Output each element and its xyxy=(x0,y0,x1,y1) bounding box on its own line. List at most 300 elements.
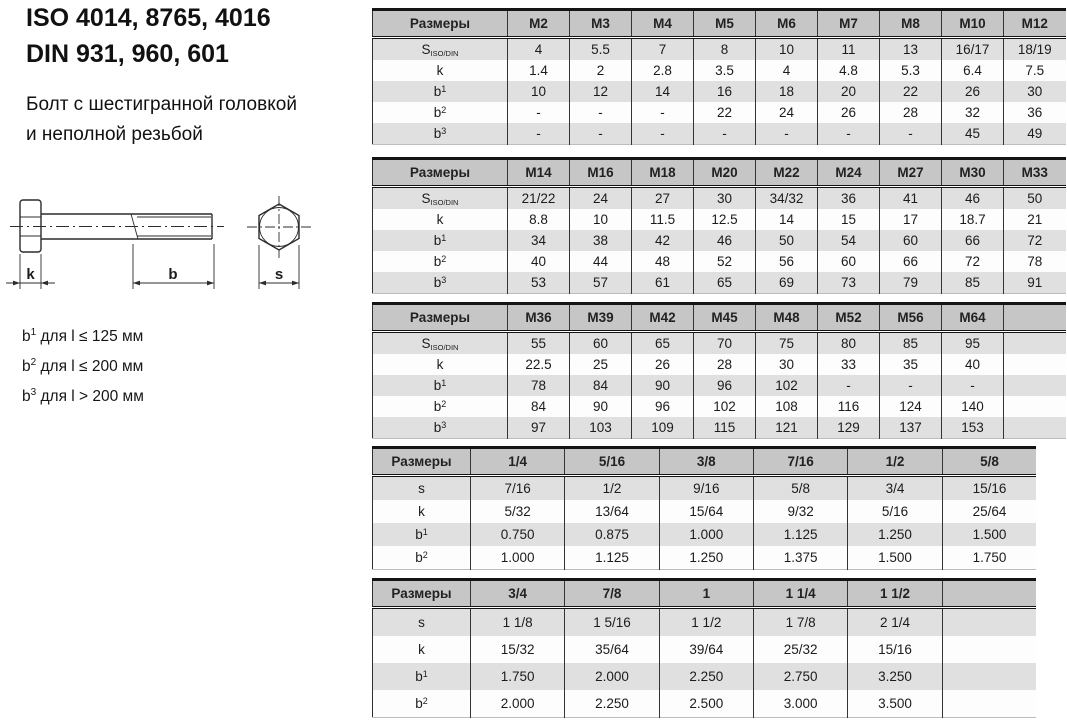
header-cell-sizes-label: Размеры xyxy=(373,448,471,476)
table-row xyxy=(373,230,1066,251)
value-cell: 1.500 xyxy=(848,546,942,570)
value-cell: - xyxy=(570,123,632,145)
value-cell: 11.5 xyxy=(632,209,694,230)
value-cell: 78 xyxy=(1004,251,1066,272)
value-cell: 18 xyxy=(756,81,818,102)
value-cell: 30 xyxy=(756,354,818,375)
header-cell-sizes-label: Размеры xyxy=(373,159,508,187)
value-cell: 4.8 xyxy=(818,60,880,81)
value-cell: 1.4 xyxy=(508,60,570,81)
value-cell: 28 xyxy=(694,354,756,375)
value-cell: 102 xyxy=(756,375,818,396)
table-row xyxy=(373,102,1066,123)
value-cell: 5.3 xyxy=(880,60,942,81)
thread-length-notes xyxy=(22,320,144,410)
value-cell: 13/64 xyxy=(565,500,659,523)
value-cell: 36 xyxy=(1004,102,1066,123)
value-cell: 2 xyxy=(570,60,632,81)
header-cell-size: M12 xyxy=(1004,10,1066,38)
value-cell: 8 xyxy=(694,38,756,61)
header-cell-size: M20 xyxy=(694,159,756,187)
value-cell: 40 xyxy=(508,251,570,272)
table-header-row xyxy=(373,159,1066,187)
value-cell: 129 xyxy=(818,417,880,439)
value-cell: 0.875 xyxy=(565,523,659,546)
value-cell: 108 xyxy=(756,396,818,417)
value-cell: 24 xyxy=(756,102,818,123)
table-row xyxy=(373,38,1066,61)
note-b3: $b^3$ для l > 200 мм xyxy=(22,387,144,406)
value-cell: 90 xyxy=(570,396,632,417)
header-cell-size: M42 xyxy=(632,304,694,332)
value-cell: 65 xyxy=(694,272,756,294)
value-cell: 66 xyxy=(880,251,942,272)
value-cell: 2.750 xyxy=(753,663,847,690)
value-cell: 55 xyxy=(508,332,570,355)
value-cell xyxy=(942,636,1036,663)
dim-label-s: s xyxy=(274,266,284,283)
row-label-cell: $b^1$ xyxy=(373,81,508,102)
value-cell: 33 xyxy=(818,354,880,375)
table-row xyxy=(373,123,1066,145)
value-cell: 46 xyxy=(694,230,756,251)
value-cell: 4 xyxy=(756,60,818,81)
table-row xyxy=(373,251,1066,272)
value-cell: 1.500 xyxy=(942,523,1036,546)
value-cell: 1.125 xyxy=(565,546,659,570)
header-cell-size: 7/16 xyxy=(753,448,847,476)
note-b2: $b^2$ для l ≤ 200 мм xyxy=(22,357,144,376)
table-row xyxy=(373,209,1066,230)
value-cell: 1 5/16 xyxy=(565,608,659,637)
value-cell: 1.750 xyxy=(942,546,1036,570)
value-cell: 10 xyxy=(570,209,632,230)
value-cell: 5/32 xyxy=(471,500,565,523)
dim-label-k: k xyxy=(26,266,35,283)
header-cell-size: M3 xyxy=(570,10,632,38)
dimension-k xyxy=(6,254,55,289)
header-cell-size: 1 xyxy=(659,580,753,608)
value-cell: 2.250 xyxy=(659,663,753,690)
row-label-cell: s xyxy=(373,608,471,637)
header-cell-size: M39 xyxy=(570,304,632,332)
value-cell: 3/4 xyxy=(848,476,942,501)
value-cell: 18/19 xyxy=(1004,38,1066,61)
row-label-cell: s xyxy=(373,476,471,501)
header-cell-size: 1 1/2 xyxy=(848,580,942,608)
subtitle-line-2: и неполной резьбой xyxy=(26,124,203,145)
table-row xyxy=(373,546,1037,570)
table-row xyxy=(373,417,1066,439)
value-cell: 14 xyxy=(632,81,694,102)
value-cell xyxy=(1004,332,1066,355)
value-cell: 15/32 xyxy=(471,636,565,663)
value-cell: - xyxy=(818,123,880,145)
header-cell-size: 7/8 xyxy=(565,580,659,608)
header-cell-size: M16 xyxy=(570,159,632,187)
table-row xyxy=(373,476,1037,501)
value-cell: 61 xyxy=(632,272,694,294)
row-label-cell: $b^2$ xyxy=(373,690,471,718)
value-cell: 30 xyxy=(694,187,756,210)
value-cell: 84 xyxy=(508,396,570,417)
value-cell: 78 xyxy=(508,375,570,396)
table-row xyxy=(373,187,1066,210)
value-cell xyxy=(1004,375,1066,396)
value-cell: 22.5 xyxy=(508,354,570,375)
header-cell-size: M5 xyxy=(694,10,756,38)
value-cell: 46 xyxy=(942,187,1004,210)
table-row xyxy=(373,523,1037,546)
value-cell: 103 xyxy=(570,417,632,439)
value-cell: 49 xyxy=(1004,123,1066,145)
value-cell: 1.250 xyxy=(848,523,942,546)
value-cell: 124 xyxy=(880,396,942,417)
value-cell: 17 xyxy=(880,209,942,230)
value-cell: 42 xyxy=(632,230,694,251)
value-cell: 26 xyxy=(818,102,880,123)
value-cell: 70 xyxy=(694,332,756,355)
value-cell: 16 xyxy=(694,81,756,102)
value-cell: - xyxy=(880,123,942,145)
value-cell: 4 xyxy=(508,38,570,61)
header-cell-size: M27 xyxy=(880,159,942,187)
row-label-cell: $b^2$ xyxy=(373,102,508,123)
header-cell-size: M48 xyxy=(756,304,818,332)
value-cell: 3.250 xyxy=(848,663,942,690)
value-cell: 2.500 xyxy=(659,690,753,718)
value-cell: 5/16 xyxy=(848,500,942,523)
value-cell: 53 xyxy=(508,272,570,294)
bolt-drawing-svg xyxy=(2,190,332,302)
value-cell: 69 xyxy=(756,272,818,294)
value-cell: 90 xyxy=(632,375,694,396)
value-cell: 140 xyxy=(942,396,1004,417)
header-cell-size: 1/4 xyxy=(471,448,565,476)
value-cell: 15 xyxy=(818,209,880,230)
table-row xyxy=(373,500,1037,523)
value-cell xyxy=(942,663,1036,690)
value-cell: 1 7/8 xyxy=(753,608,847,637)
row-label-cell: k xyxy=(373,209,508,230)
table-header-row xyxy=(373,304,1066,332)
value-cell: 7.5 xyxy=(1004,60,1066,81)
value-cell xyxy=(942,608,1036,637)
value-cell: 12 xyxy=(570,81,632,102)
bolt-side-view xyxy=(10,200,224,252)
value-cell: 14 xyxy=(756,209,818,230)
value-cell: 1 1/2 xyxy=(659,608,753,637)
header-cell-size: M36 xyxy=(508,304,570,332)
value-cell: 12.5 xyxy=(694,209,756,230)
value-cell: 3.5 xyxy=(694,60,756,81)
row-label-cell: $S_{ISO/DIN}$ xyxy=(373,187,508,210)
value-cell: 15/16 xyxy=(942,476,1036,501)
value-cell: 80 xyxy=(818,332,880,355)
value-cell: - xyxy=(508,123,570,145)
value-cell: 72 xyxy=(1004,230,1066,251)
value-cell: 11 xyxy=(818,38,880,61)
product-subtitle xyxy=(26,90,297,150)
value-cell: 7 xyxy=(632,38,694,61)
header-cell-size: M8 xyxy=(880,10,942,38)
value-cell: - xyxy=(508,102,570,123)
value-cell: 27 xyxy=(632,187,694,210)
header-cell-sizes-label: Размеры xyxy=(373,580,471,608)
table-row xyxy=(373,396,1066,417)
row-label-cell: $b^1$ xyxy=(373,523,471,546)
header-cell-size: 5/16 xyxy=(565,448,659,476)
value-cell: 45 xyxy=(942,123,1004,145)
value-cell: 66 xyxy=(942,230,1004,251)
value-cell: 15/64 xyxy=(659,500,753,523)
header-cell-size: M64 xyxy=(942,304,1004,332)
title-din-line: DIN 931, 960, 601 xyxy=(26,40,229,68)
value-cell: 22 xyxy=(694,102,756,123)
value-cell: 91 xyxy=(1004,272,1066,294)
row-label-cell: k xyxy=(373,636,471,663)
row-label-cell: $b^1$ xyxy=(373,375,508,396)
table-header-row xyxy=(373,580,1037,608)
header-cell-size xyxy=(942,580,1036,608)
value-cell: 48 xyxy=(632,251,694,272)
value-cell: 26 xyxy=(632,354,694,375)
header-cell-size: M30 xyxy=(942,159,1004,187)
value-cell: 52 xyxy=(694,251,756,272)
bolt-technical-drawing xyxy=(2,190,332,307)
value-cell: 38 xyxy=(570,230,632,251)
value-cell: 24 xyxy=(570,187,632,210)
header-cell-size: M45 xyxy=(694,304,756,332)
value-cell xyxy=(942,690,1036,718)
value-cell: 6.4 xyxy=(942,60,1004,81)
header-cell-size: 5/8 xyxy=(942,448,1036,476)
value-cell: 9/16 xyxy=(659,476,753,501)
value-cell: 84 xyxy=(570,375,632,396)
table-row xyxy=(373,375,1066,396)
header-cell-size: M4 xyxy=(632,10,694,38)
value-cell: 56 xyxy=(756,251,818,272)
value-cell: 34 xyxy=(508,230,570,251)
value-cell: 57 xyxy=(570,272,632,294)
value-cell: 40 xyxy=(942,354,1004,375)
value-cell: 22 xyxy=(880,81,942,102)
value-cell: 1.750 xyxy=(471,663,565,690)
header-cell-size: 3/4 xyxy=(471,580,565,608)
header-cell-sizes-label: Размеры xyxy=(373,304,508,332)
value-cell: 2.250 xyxy=(565,690,659,718)
row-label-cell: $b^2$ xyxy=(373,251,508,272)
value-cell: 109 xyxy=(632,417,694,439)
value-cell: 10 xyxy=(508,81,570,102)
value-cell: 1.250 xyxy=(659,546,753,570)
value-cell: - xyxy=(756,123,818,145)
value-cell: 2.000 xyxy=(565,663,659,690)
table-row xyxy=(373,354,1066,375)
value-cell: 85 xyxy=(942,272,1004,294)
value-cell: 5/8 xyxy=(753,476,847,501)
row-label-cell: k xyxy=(373,354,508,375)
value-cell: - xyxy=(880,375,942,396)
value-cell: 2.8 xyxy=(632,60,694,81)
value-cell: 153 xyxy=(942,417,1004,439)
header-cell-size: M24 xyxy=(818,159,880,187)
value-cell: 121 xyxy=(756,417,818,439)
value-cell: - xyxy=(942,375,1004,396)
value-cell: 75 xyxy=(756,332,818,355)
value-cell: 1.000 xyxy=(659,523,753,546)
table-header-row xyxy=(373,10,1066,38)
value-cell: 32 xyxy=(942,102,1004,123)
standard-title xyxy=(26,0,271,72)
value-cell: 34/32 xyxy=(756,187,818,210)
value-cell: 13 xyxy=(880,38,942,61)
row-label-cell: $b^2$ xyxy=(373,546,471,570)
value-cell: 16/17 xyxy=(942,38,1004,61)
value-cell: 137 xyxy=(880,417,942,439)
row-label-cell: $S_{ISO/DIN}$ xyxy=(373,38,508,61)
value-cell: 1.000 xyxy=(471,546,565,570)
value-cell: 35 xyxy=(880,354,942,375)
value-cell: 25/64 xyxy=(942,500,1036,523)
value-cell: 73 xyxy=(818,272,880,294)
row-label-cell: k xyxy=(373,500,471,523)
table-row xyxy=(373,690,1037,718)
header-cell-size: M18 xyxy=(632,159,694,187)
title-iso-line: ISO 4014, 8765, 4016 xyxy=(26,4,271,32)
note-b1: $b^1$ для l ≤ 125 мм xyxy=(22,327,144,346)
value-cell: 2 1/4 xyxy=(848,608,942,637)
header-cell-size: M33 xyxy=(1004,159,1066,187)
value-cell: 41 xyxy=(880,187,942,210)
table-row xyxy=(373,60,1066,81)
value-cell: 54 xyxy=(818,230,880,251)
header-cell-size: M14 xyxy=(508,159,570,187)
value-cell: 25/32 xyxy=(753,636,847,663)
header-cell-size: M10 xyxy=(942,10,1004,38)
value-cell: 0.750 xyxy=(471,523,565,546)
header-cell-size: 1/2 xyxy=(848,448,942,476)
value-cell: 44 xyxy=(570,251,632,272)
dimension-table-metric-small xyxy=(372,8,1066,145)
row-label-cell: $b^3$ xyxy=(373,123,508,145)
value-cell: 96 xyxy=(632,396,694,417)
value-cell: 102 xyxy=(694,396,756,417)
header-cell-size: 3/8 xyxy=(659,448,753,476)
value-cell: 7/16 xyxy=(471,476,565,501)
value-cell: 5.5 xyxy=(570,38,632,61)
row-label-cell: $b^3$ xyxy=(373,272,508,294)
header-cell-sizes-label: Размеры xyxy=(373,10,508,38)
table-row xyxy=(373,663,1037,690)
row-label-cell: $b^1$ xyxy=(373,230,508,251)
value-cell: 21/22 xyxy=(508,187,570,210)
value-cell: 3.000 xyxy=(753,690,847,718)
value-cell: 1/2 xyxy=(565,476,659,501)
dimension-table-inch-small xyxy=(372,446,1036,570)
value-cell: 72 xyxy=(942,251,1004,272)
value-cell: 50 xyxy=(1004,187,1066,210)
value-cell: 85 xyxy=(880,332,942,355)
value-cell: 3.500 xyxy=(848,690,942,718)
row-label-cell: $b^2$ xyxy=(373,396,508,417)
value-cell: 18.7 xyxy=(942,209,1004,230)
header-cell-size: M56 xyxy=(880,304,942,332)
value-cell: 1 1/8 xyxy=(471,608,565,637)
value-cell: 97 xyxy=(508,417,570,439)
value-cell: 30 xyxy=(1004,81,1066,102)
header-cell-size: M2 xyxy=(508,10,570,38)
value-cell: 1.125 xyxy=(753,523,847,546)
value-cell: - xyxy=(632,123,694,145)
value-cell: 20 xyxy=(818,81,880,102)
dimension-table-metric-large xyxy=(372,302,1066,439)
value-cell: 2.000 xyxy=(471,690,565,718)
value-cell: 50 xyxy=(756,230,818,251)
value-cell: 60 xyxy=(880,230,942,251)
header-cell-size: M52 xyxy=(818,304,880,332)
row-label-cell: $b^3$ xyxy=(373,417,508,439)
dimension-table-inch-large xyxy=(372,578,1036,718)
value-cell: 25 xyxy=(570,354,632,375)
value-cell: - xyxy=(694,123,756,145)
value-cell: - xyxy=(570,102,632,123)
value-cell: 115 xyxy=(694,417,756,439)
value-cell: 95 xyxy=(942,332,1004,355)
table-row xyxy=(373,608,1037,637)
value-cell: 79 xyxy=(880,272,942,294)
value-cell xyxy=(1004,396,1066,417)
header-cell-size xyxy=(1004,304,1066,332)
value-cell: 15/16 xyxy=(848,636,942,663)
value-cell xyxy=(1004,354,1066,375)
header-cell-size: 1 1/4 xyxy=(753,580,847,608)
value-cell: 35/64 xyxy=(565,636,659,663)
table-row xyxy=(373,332,1066,355)
row-label-cell: $b^1$ xyxy=(373,663,471,690)
value-cell: - xyxy=(632,102,694,123)
table-row xyxy=(373,81,1066,102)
value-cell: 28 xyxy=(880,102,942,123)
value-cell: 65 xyxy=(632,332,694,355)
dimension-b xyxy=(133,244,214,289)
value-cell: 8.8 xyxy=(508,209,570,230)
value-cell: 116 xyxy=(818,396,880,417)
header-cell-size: M22 xyxy=(756,159,818,187)
value-cell: 39/64 xyxy=(659,636,753,663)
value-cell: 60 xyxy=(818,251,880,272)
table-header-row xyxy=(373,448,1037,476)
row-label-cell: k xyxy=(373,60,508,81)
value-cell: 36 xyxy=(818,187,880,210)
value-cell: 26 xyxy=(942,81,1004,102)
table-row xyxy=(373,636,1037,663)
value-cell: - xyxy=(818,375,880,396)
value-cell: 10 xyxy=(756,38,818,61)
header-cell-size: M7 xyxy=(818,10,880,38)
dimension-table-metric-medium xyxy=(372,157,1066,294)
table-row xyxy=(373,272,1066,294)
row-label-cell: $S_{ISO/DIN}$ xyxy=(373,332,508,355)
value-cell xyxy=(1004,417,1066,439)
value-cell: 60 xyxy=(570,332,632,355)
value-cell: 9/32 xyxy=(753,500,847,523)
subtitle-line-1: Болт с шестигранной головкой xyxy=(26,94,297,115)
value-cell: 1.375 xyxy=(753,546,847,570)
value-cell: 21 xyxy=(1004,209,1066,230)
value-cell: 96 xyxy=(694,375,756,396)
dim-label-b: b xyxy=(168,266,178,283)
